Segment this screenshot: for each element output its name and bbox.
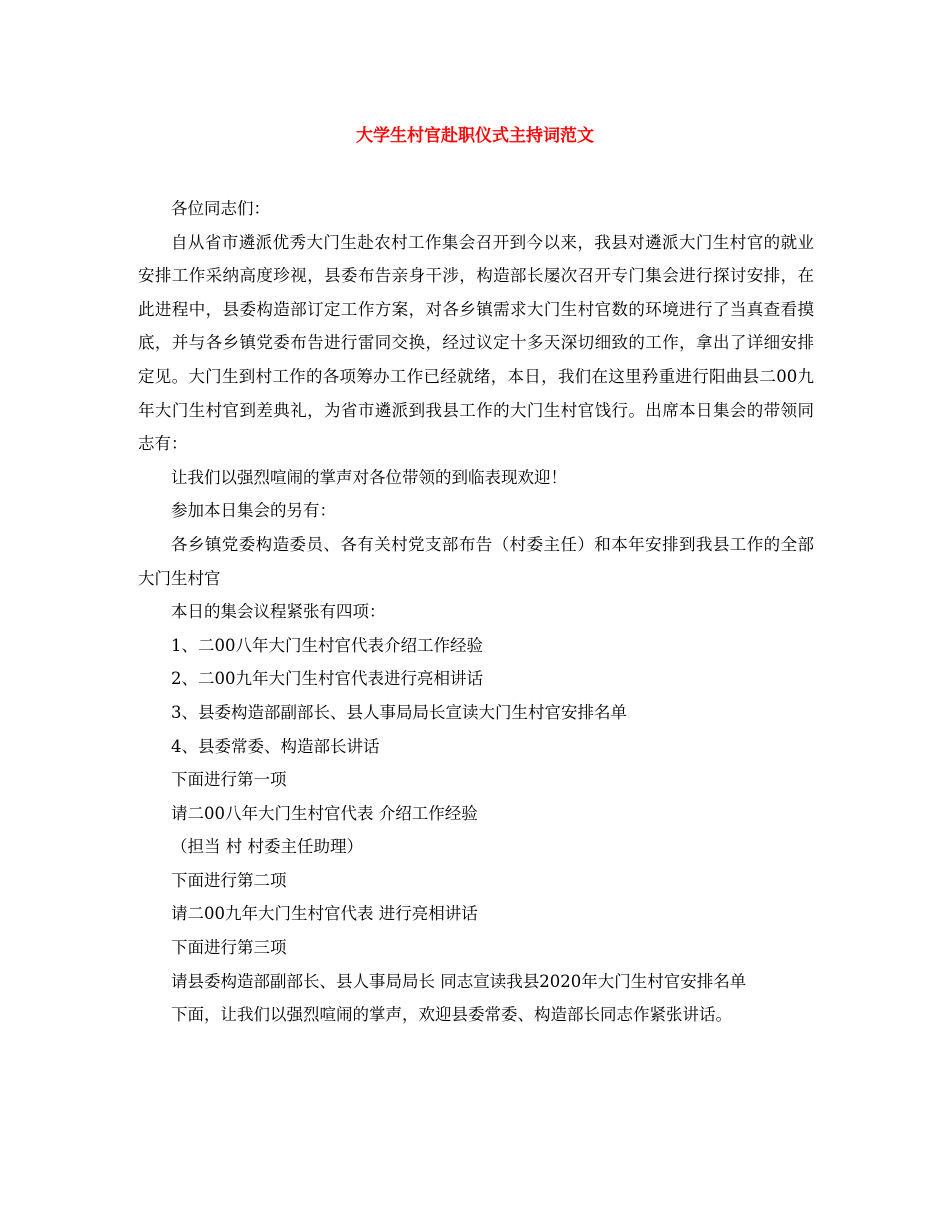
welcome-paragraph: 让我们以强烈喧闹的掌声对各位带领的到临表现欢迎！ xyxy=(171,467,567,487)
step-1-detail: 请二00八年大门生村官代表 介绍工作经验 xyxy=(171,803,478,823)
attendees-intro-paragraph: 参加本日集会的另有： xyxy=(171,501,336,521)
agenda-item-4: 4、县委常委、构造部长讲话 xyxy=(171,736,380,756)
step-3-heading: 下面进行第三项 xyxy=(171,938,287,958)
agenda-item-1: 1、二00八年大门生村官代表介绍工作经验 xyxy=(171,635,483,655)
greeting-paragraph: 各位同志们： xyxy=(171,199,270,218)
step-3-detail: 请县委构造部副部长、县人事局局长 同志宣读我县2020年大门生村官安排名单 xyxy=(171,971,747,991)
step-1-note: （担当 村 村委主任助理） xyxy=(171,837,363,857)
document-title: 大学生村官赴职仪式主持词范文 xyxy=(356,126,594,146)
step-2-detail: 请二00九年大门生村官代表 进行亮相讲话 xyxy=(171,904,478,924)
step-1-heading: 下面进行第一项 xyxy=(171,770,287,790)
document-body xyxy=(138,192,814,1032)
agenda-item-3: 3、县委构造部副部长、县人事局局长宣读大门生村官安排名单 xyxy=(171,702,627,722)
attendees-paragraph: 各乡镇党委构造委员、各有关村党支部布告（村委主任）和本年安排到我县工作的全部大门生村官 xyxy=(138,534,814,588)
step-4-paragraph: 下面，让我们以强烈喧闹的掌声，欢迎县委常委、构造部长同志作紧张讲话。 xyxy=(171,1005,732,1025)
step-2-heading: 下面进行第二项 xyxy=(171,870,287,890)
agenda-item-2: 2、二00九年大门生村官代表进行亮相讲话 xyxy=(171,669,483,689)
agenda-intro-paragraph: 本日的集会议程紧张有四项： xyxy=(171,602,386,622)
intro-paragraph: 自从省市遴派优秀大门生赴农村工作集会召开到今以来，我县对遴派大门生村官的就业安排工作采纳高度珍视，县委布告亲身干涉，构造部长屡次召开专门集会进行探讨安排，在此进程中，县委构造部订定工作方案，对各乡镇需求大门生村官数的环境进行了当真查看摸底，并与各乡镇党委布告进行雷同交换，经过议定十多天深切细致的工作，拿出了详细安排定见。大门生到村工作的各项筹办工作已经就绪，本日，我们在这里矜重进行阳曲县二00九年大门生村官到差典礼，为省市遴派到我县工作的大门生村官饯行。出席本日集会的带领同志有： xyxy=(138,232,814,454)
